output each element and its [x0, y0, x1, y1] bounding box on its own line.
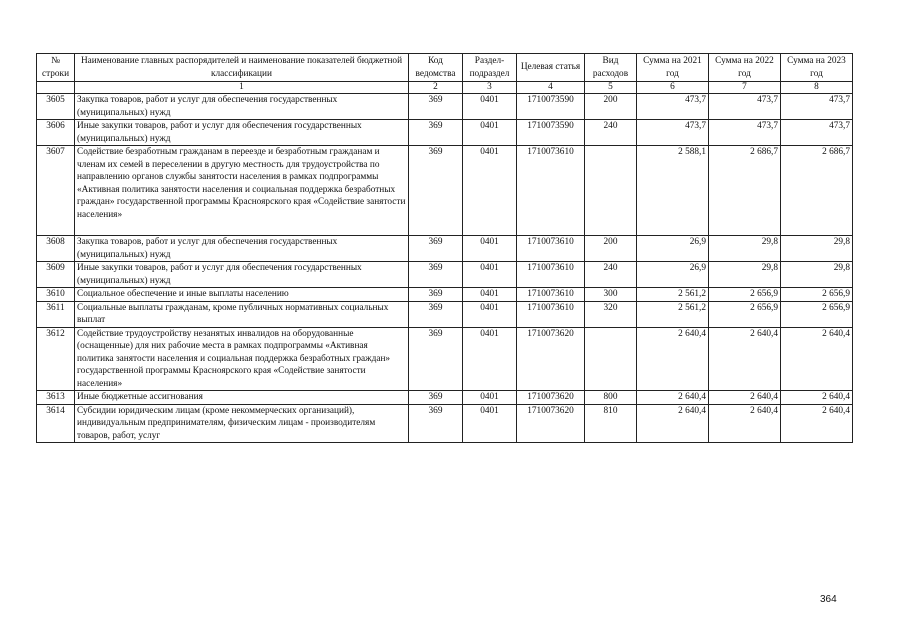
row-vid: 240: [585, 120, 637, 146]
row-sum-2021: 2 588,1: [637, 146, 709, 236]
header-ved: Код ведомства: [409, 54, 463, 82]
column-number: 7: [709, 82, 781, 94]
row-sum-2022: 473,7: [709, 94, 781, 120]
header-vid: Вид расходов: [585, 54, 637, 82]
row-statya: 1710073620: [517, 404, 585, 443]
row-vid: 300: [585, 288, 637, 302]
column-number: [37, 82, 75, 94]
row-name: Содействие безработным гражданам в переезде и безработным гражданам и членам их семей в переселении в другую местность для трудоустройства по направлению органов службы занятости населения в рамках подпрограммы «Активная политика занятости населения и социальная поддержка безработных граждан» государственной программы Красноярского края «Содействие занятости населения»: [75, 146, 409, 236]
row-sum-2023: 2 640,4: [781, 391, 853, 405]
row-sum-2021: 473,7: [637, 120, 709, 146]
row-sum-2021: 2 640,4: [637, 327, 709, 391]
row-ved: 369: [409, 404, 463, 443]
row-sum-2023: 2 656,9: [781, 288, 853, 302]
column-number: 5: [585, 82, 637, 94]
row-number: 3609: [37, 262, 75, 288]
row-sum-2022: 2 686,7: [709, 146, 781, 236]
row-sum-2022: 29,8: [709, 262, 781, 288]
row-sum-2022: 29,8: [709, 236, 781, 262]
column-number-row: [37, 82, 853, 94]
row-vid: [585, 146, 637, 236]
row-ved: 369: [409, 94, 463, 120]
row-number: 3614: [37, 404, 75, 443]
row-vid: 200: [585, 236, 637, 262]
row-ved: 369: [409, 262, 463, 288]
row-number: 3612: [37, 327, 75, 391]
row-sum-2022: 2 640,4: [709, 404, 781, 443]
table-row: [37, 301, 853, 327]
row-sum-2021: 2 561,2: [637, 288, 709, 302]
row-sum-2021: 2 640,4: [637, 391, 709, 405]
row-razdel: 0401: [463, 327, 517, 391]
row-vid: 240: [585, 262, 637, 288]
row-statya: 1710073610: [517, 288, 585, 302]
row-sum-2023: 29,8: [781, 262, 853, 288]
row-name: Субсидии юридическим лицам (кроме некоммерческих организаций), индивидуальным предпринимателям, физическим лицам - производителям товаров, работ, услуг: [75, 404, 409, 443]
row-razdel: 0401: [463, 236, 517, 262]
header-razdel: Раздел-подраздел: [463, 54, 517, 82]
column-number: 4: [517, 82, 585, 94]
row-ved: 369: [409, 391, 463, 405]
table-row: [37, 404, 853, 443]
row-number: 3610: [37, 288, 75, 302]
row-ved: 369: [409, 236, 463, 262]
row-statya: 1710073610: [517, 236, 585, 262]
row-vid: 200: [585, 94, 637, 120]
row-sum-2023: 29,8: [781, 236, 853, 262]
row-sum-2023: 473,7: [781, 120, 853, 146]
table-row: [37, 94, 853, 120]
row-razdel: 0401: [463, 301, 517, 327]
row-number: 3613: [37, 391, 75, 405]
row-sum-2023: 473,7: [781, 94, 853, 120]
column-number: 8: [781, 82, 853, 94]
row-vid: 800: [585, 391, 637, 405]
row-sum-2023: 2 686,7: [781, 146, 853, 236]
table-row: [37, 120, 853, 146]
row-number: 3611: [37, 301, 75, 327]
row-ved: 369: [409, 146, 463, 236]
header-row: [37, 54, 853, 82]
page-number: 364: [820, 594, 837, 605]
table-row: [37, 391, 853, 405]
table-row: [37, 327, 853, 391]
row-name: Содействие трудоустройству незанятых инвалидов на оборудованные (оснащенные) для них рабочие места в рамках подпрограммы «Активная политика занятости населения и социальная поддержка безработных граждан» государственной программы Красноярского края «Содействие занятости населения»: [75, 327, 409, 391]
header-sum-2023: Сумма на 2023 год: [781, 54, 853, 82]
row-razdel: 0401: [463, 146, 517, 236]
row-sum-2022: 473,7: [709, 120, 781, 146]
row-number: 3605: [37, 94, 75, 120]
row-statya: 1710073610: [517, 262, 585, 288]
row-statya: 1710073620: [517, 327, 585, 391]
row-statya: 1710073620: [517, 391, 585, 405]
row-name: Закупка товаров, работ и услуг для обеспечения государственных (муниципальных) нужд: [75, 94, 409, 120]
row-sum-2021: 473,7: [637, 94, 709, 120]
row-ved: 369: [409, 301, 463, 327]
table-row: [37, 146, 853, 236]
row-number: 3607: [37, 146, 75, 236]
row-vid: [585, 327, 637, 391]
row-statya: 1710073590: [517, 120, 585, 146]
header-statya: Целевая статья: [517, 54, 585, 82]
row-sum-2023: 2 640,4: [781, 327, 853, 391]
row-name: Закупка товаров, работ и услуг для обеспечения государственных (муниципальных) нужд: [75, 236, 409, 262]
row-sum-2023: 2 640,4: [781, 404, 853, 443]
row-ved: 369: [409, 327, 463, 391]
row-razdel: 0401: [463, 288, 517, 302]
row-sum-2022: 2 656,9: [709, 301, 781, 327]
row-vid: 320: [585, 301, 637, 327]
row-sum-2021: 26,9: [637, 262, 709, 288]
row-razdel: 0401: [463, 94, 517, 120]
row-statya: 1710073610: [517, 301, 585, 327]
row-sum-2022: 2 656,9: [709, 288, 781, 302]
column-number: 3: [463, 82, 517, 94]
row-sum-2023: 2 656,9: [781, 301, 853, 327]
row-razdel: 0401: [463, 262, 517, 288]
row-vid: 810: [585, 404, 637, 443]
column-number: 2: [409, 82, 463, 94]
row-ved: 369: [409, 288, 463, 302]
table-row: [37, 262, 853, 288]
table-row: [37, 236, 853, 262]
row-sum-2022: 2 640,4: [709, 391, 781, 405]
row-name: Иные закупки товаров, работ и услуг для обеспечения государственных (муниципальных) нужд: [75, 120, 409, 146]
budget-table: [36, 53, 853, 443]
row-sum-2022: 2 640,4: [709, 327, 781, 391]
table-row: [37, 288, 853, 302]
row-statya: 1710073610: [517, 146, 585, 236]
column-number: 6: [637, 82, 709, 94]
row-number: 3608: [37, 236, 75, 262]
row-razdel: 0401: [463, 391, 517, 405]
row-statya: 1710073590: [517, 94, 585, 120]
row-sum-2021: 2 561,2: [637, 301, 709, 327]
row-sum-2021: 2 640,4: [637, 404, 709, 443]
row-razdel: 0401: [463, 120, 517, 146]
row-name: Социальное обеспечение и иные выплаты населению: [75, 288, 409, 302]
row-sum-2021: 26,9: [637, 236, 709, 262]
row-number: 3606: [37, 120, 75, 146]
row-name: Иные бюджетные ассигнования: [75, 391, 409, 405]
header-name: Наименование главных распорядителей и наименование показателей бюджетной классификации: [75, 54, 409, 82]
row-razdel: 0401: [463, 404, 517, 443]
header-num: № строки: [37, 54, 75, 82]
row-name: Иные закупки товаров, работ и услуг для обеспечения государственных (муниципальных) нужд: [75, 262, 409, 288]
column-number: 1: [75, 82, 409, 94]
row-ved: 369: [409, 120, 463, 146]
header-sum-2022: Сумма на 2022 год: [709, 54, 781, 82]
header-sum-2021: Сумма на 2021 год: [637, 54, 709, 82]
row-name: Социальные выплаты гражданам, кроме публичных нормативных социальных выплат: [75, 301, 409, 327]
